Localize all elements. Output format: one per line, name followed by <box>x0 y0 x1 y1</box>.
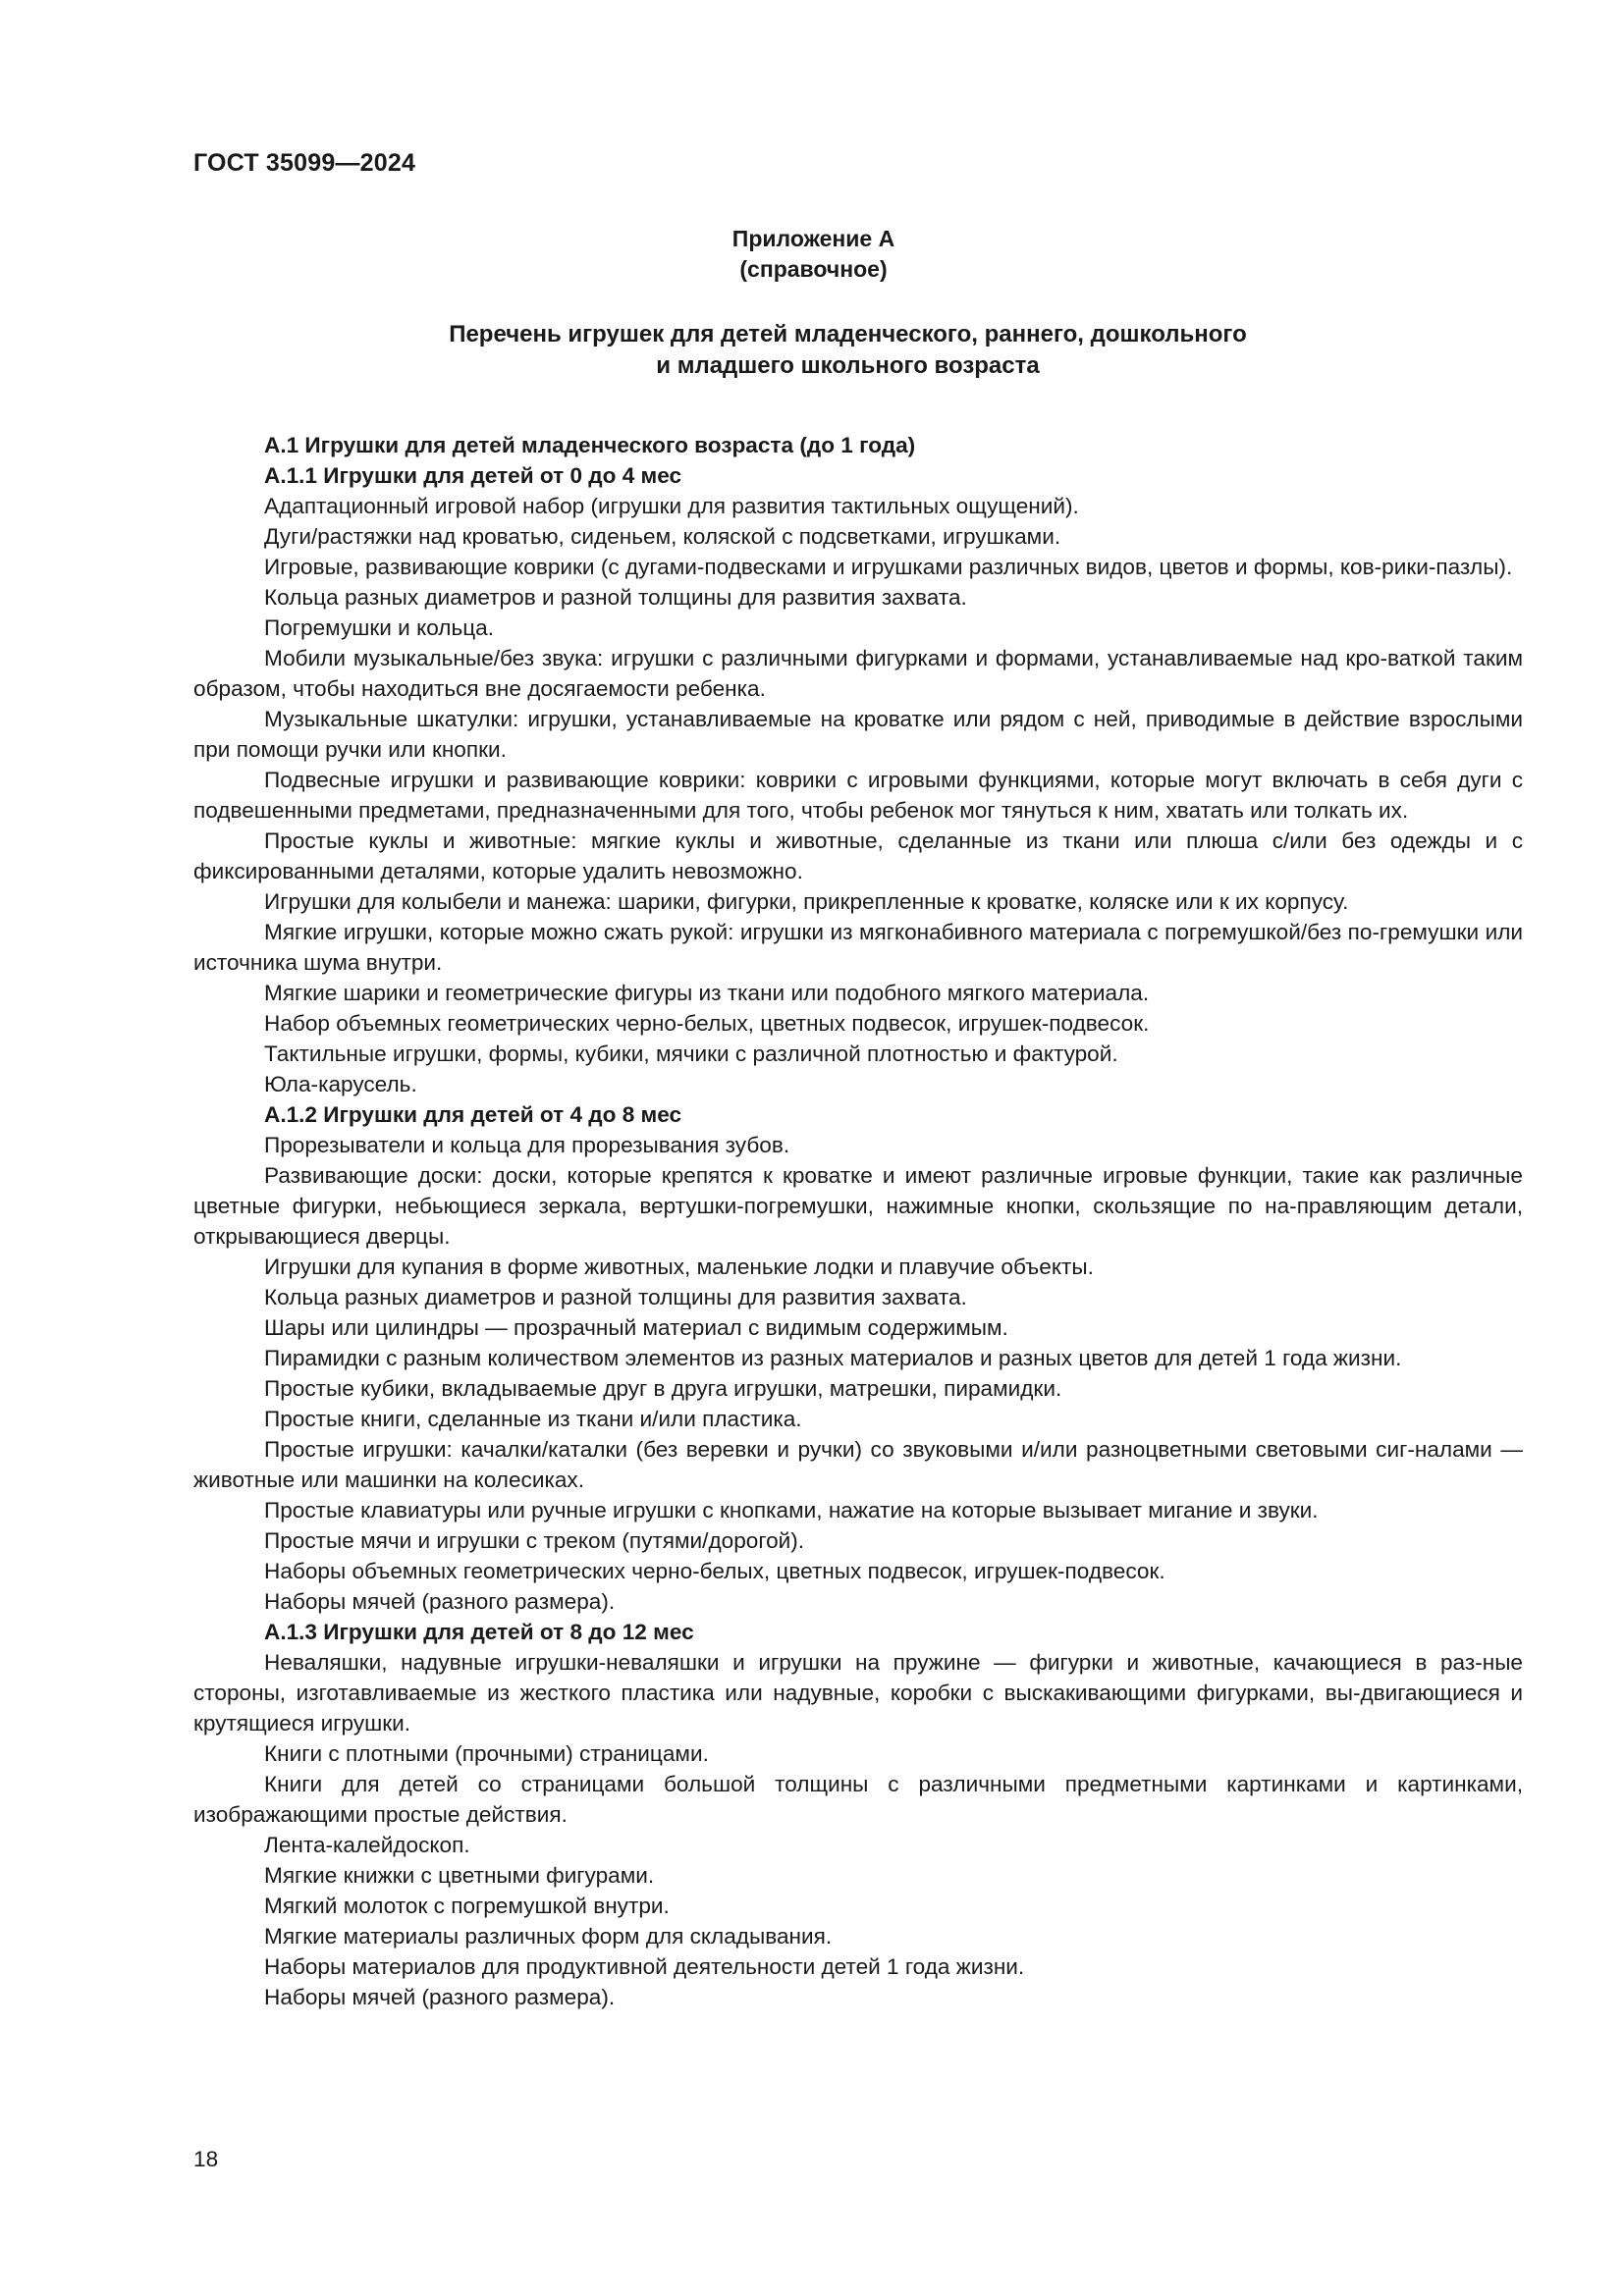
document-title-line-2: и младшего школьного возраста <box>656 352 1040 379</box>
list-paragraph: Простые мячи и игрушки с треком (путями/дорогой). <box>264 1528 805 1553</box>
list-paragraph: Адаптационный игровой набор (игрушки для развития тактильных ощущений). <box>264 494 1079 518</box>
list-paragraph: Простые клавиатуры или ручные игрушки с кнопками, нажатие на которые вызывает мигание и звуки. <box>264 1498 1319 1522</box>
document-title-line-1: Перечень игрушек для детей младенческого, раннего, дошкольного <box>449 321 1247 347</box>
list-paragraph: Развивающие доски: доски, которые крепятся к кроватке и имеют различные игровые функции, такие как различные цветные фигурки, небьющиеся зеркала, вертушки-погремушки, нажимные кнопки, скользящие по на-правляющим детали, открывающиеся дверцы. <box>193 1163 1523 1249</box>
list-paragraph: Мягкие книжки с цветными фигурами. <box>264 1863 655 1888</box>
list-paragraph: Лента-калейдоскоп. <box>264 1833 470 1857</box>
list-paragraph: Простые книги, сделанные из ткани и/или пластика. <box>264 1407 802 1431</box>
list-paragraph: Мягкие шарики и геометрические фигуры из ткани или подобного мягкого материала. <box>264 981 1150 1005</box>
list-paragraph: Юла-карусель. <box>264 1072 417 1096</box>
list-paragraph: Мягкий молоток с погремушкой внутри. <box>264 1894 670 1918</box>
list-paragraph: Дуги/растяжки над кроватью, сиденьем, коляской с подсветками, игрушками. <box>264 524 1061 549</box>
page-number: 18 <box>193 2147 219 2171</box>
list-paragraph: Наборы материалов для продуктивной деятельности детей 1 года жизни. <box>264 1954 1025 1979</box>
list-paragraph: Мобили музыкальные/без звука: игрушки с различными фигурками и формами, устанавливаемые над кро-ваткой таким образом, чтобы находиться вне досягаемости ребенка. <box>193 646 1523 701</box>
list-paragraph: Кольца разных диаметров и разной толщины для развития захвата. <box>264 1285 967 1309</box>
list-paragraph: Пирамидки с разным количеством элементов из разных материалов и разных цветов для детей 1 года жизни. <box>264 1346 1402 1370</box>
appendix-heading <box>193 224 1434 285</box>
list-paragraph: Простые кубики, вкладываемые друг в друга игрушки, матрешки, пирамидки. <box>264 1376 1062 1401</box>
list-paragraph: Музыкальные шкатулки: игрушки, устанавливаемые на кроватке или рядом с ней, приводимые в действие взрослыми при помощи ручки или кнопки. <box>193 707 1523 762</box>
list-paragraph: Книги для детей со страницами большой толщины с различными предметными картинками и картинками, изображающими простые действия. <box>193 1772 1523 1827</box>
list-paragraph: Наборы мячей (разного размера). <box>264 1589 616 1614</box>
document-title <box>193 319 1502 382</box>
list-paragraph: Мягкие материалы различных форм для складывания. <box>264 1924 833 1949</box>
list-paragraph: Книги с плотными (прочными) страницами. <box>264 1741 709 1766</box>
list-paragraph: Наборы объемных геометрических черно-белых, цветных подвесок, игрушек-подвесок. <box>264 1559 1165 1583</box>
list-paragraph: Шары или цилиндры — прозрачный материал с видимым содержимым. <box>264 1315 1008 1340</box>
appendix-type: (справочное) <box>739 256 888 282</box>
list-paragraph: Набор объемных геометрических черно-белых, цветных подвесок, игрушек-подвесок. <box>264 1011 1150 1036</box>
list-paragraph: Погремушки и кольца. <box>264 615 495 640</box>
list-paragraph: Наборы мячей (разного размера). <box>264 1985 616 2009</box>
list-paragraph: Простые игрушки: качалки/каталки (без веревки и ручки) со звуковыми и/или разноцветными световыми сиг-налами — животные или машинки на колесиках. <box>193 1437 1523 1492</box>
appendix-label: Приложение А <box>731 226 895 251</box>
section-heading: А.1 Игрушки для детей младенческого возраста (до 1 года) <box>264 433 916 457</box>
section-heading: А.1.3 Игрушки для детей от 8 до 12 мес <box>264 1620 694 1644</box>
list-paragraph: Неваляшки, надувные игрушки-неваляшки и игрушки на пружине — фигурки и животные, качающиеся в раз-ные стороны, изготавливаемые из жесткого пластика или надувные, коробки с выскакивающими фигурками, вы-двигающиеся и крутящиеся игрушки. <box>193 1650 1523 1735</box>
list-paragraph: Игрушки для колыбели и манежа: шарики, фигурки, прикрепленные к кроватке, коляске или к их корпусу. <box>264 889 1349 914</box>
list-paragraph: Подвесные игрушки и развивающие коврики: коврики с игровыми функциями, которые могут включать в себя дуги с подвешенными предметами, предназначенными для того, чтобы ребенок мог тянуться к ним, хватать или толкать их. <box>193 768 1523 823</box>
list-paragraph: Кольца разных диаметров и разной толщины для развития захвата. <box>264 585 967 610</box>
section-heading: А.1.2 Игрушки для детей от 4 до 8 мес <box>264 1102 682 1127</box>
list-paragraph: Прорезыватели и кольца для прорезывания зубов. <box>264 1133 790 1157</box>
standard-code: ГОСТ 35099—2024 <box>193 149 416 177</box>
list-paragraph: Тактильные игрушки, формы, кубики, мячики с различной плотностью и фактурой. <box>264 1041 1118 1066</box>
list-paragraph: Мягкие игрушки, которые можно сжать рукой: игрушки из мягконабивного материала с погремушкой/без по-гремушки или источника шума внутри. <box>193 920 1523 975</box>
section-heading: А.1.1 Игрушки для детей от 0 до 4 мес <box>264 463 682 488</box>
document-body <box>193 430 1523 2012</box>
list-paragraph: Игрушки для купания в форме животных, маленькие лодки и плавучие объекты. <box>264 1255 1094 1279</box>
list-paragraph: Игровые, развивающие коврики (с дугами-подвесками и игрушками различных видов, цветов и формы, ков-рики-пазлы). <box>264 555 1513 579</box>
list-paragraph: Простые куклы и животные: мягкие куклы и животные, сделанные из ткани или плюша с/или без одежды и с фиксированными деталями, которые удалить невозможно. <box>193 828 1523 883</box>
